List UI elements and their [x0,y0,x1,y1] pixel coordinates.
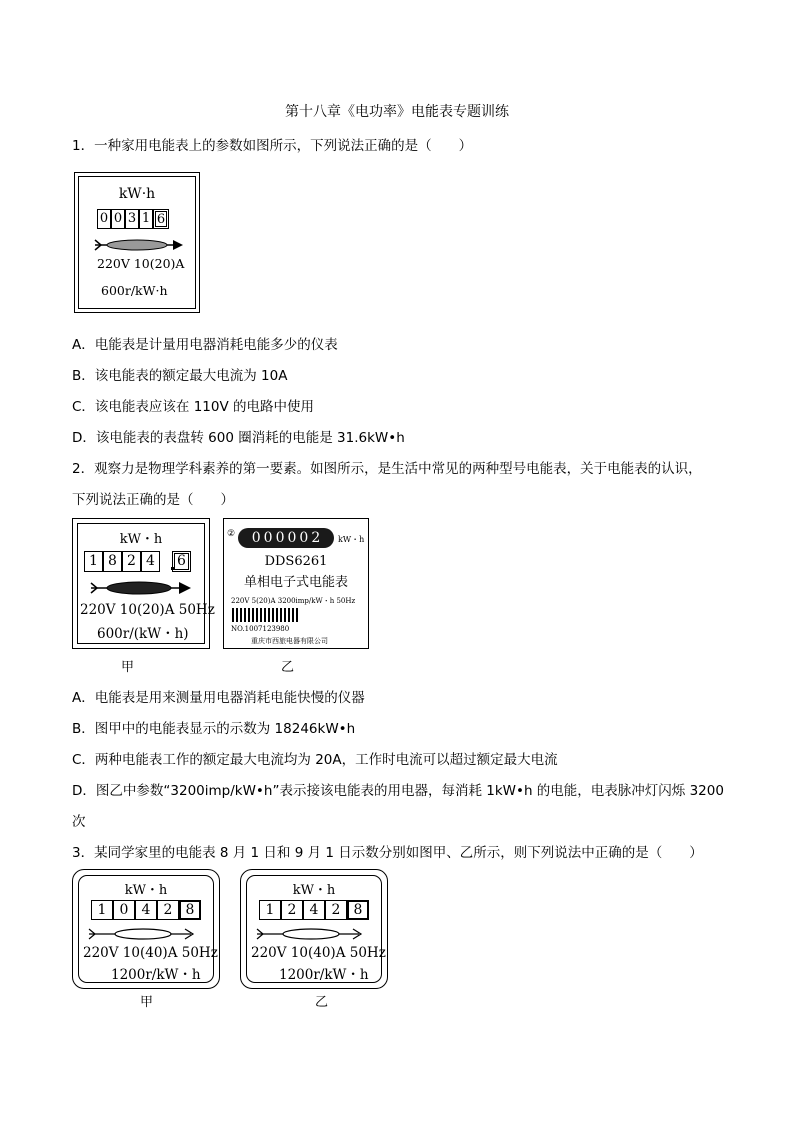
meter-decimal-digit: 6 [153,209,169,229]
q3-jia-digits [91,900,201,920]
q2-jia-disc-icon [89,579,193,597]
meter-digit: 0 [111,209,125,229]
q2-jia-unit: kW・h [119,532,163,547]
q3-jia-rating: 220V 10(40)A 50Hz [83,945,218,961]
q3-yi-unit: kW・h [292,883,336,898]
q2-jia-digits [84,551,191,572]
q2-yi-unit: kW・h [338,535,365,544]
meter-digit: 1 [84,551,103,572]
q3-yi-disc-icon [255,926,365,942]
meter-digit: 2 [122,551,141,572]
q2-meter-yi-figure [223,518,369,649]
meter-digit: 2 [157,900,179,920]
meter-digit: 4 [141,551,160,572]
meter-digit: 2 [311,530,321,546]
q2-yi-counter-display [238,528,334,548]
q2-option-c: C．两种电能表工作的额定最大电流均为 20A，工作时电流可以超过额定最大电流 [72,752,558,768]
q2-option-d-continued: 次 [72,814,86,830]
q2-yi-model: DDS6261 [264,554,328,569]
meter-digit: 8 [103,551,122,572]
q2-yi-caption: 乙 [281,660,295,675]
q3-yi-constant: 1200r/kW・h [279,967,369,983]
question-1-stem: 1．一种家用电能表上的参数如图所示，下列说法正确的是（ ） [72,138,473,154]
q2-option-b: B．图甲中的电能表显示的示数为 18246kW•h [72,721,356,737]
q2-meter-jia-figure [72,518,215,649]
meter-digit: 3 [125,209,139,229]
q3-meter-jia-figure [72,869,220,989]
q2-jia-rating: 220V 10(20)A 50Hz [80,602,215,618]
q2-jia-caption: 甲 [121,660,135,675]
q3-yi-rating: 220V 10(40)A 50Hz [251,945,386,961]
meter-digit: 0 [299,530,309,546]
q1-meter-rating: 220V 10(20)A [97,256,185,271]
q3-yi-digits [259,900,369,920]
q3-jia-unit: kW・h [124,883,168,898]
q2-yi-maker: 重庆市西旅电器有限公司 [251,637,328,645]
meter-digit: 4 [135,900,157,920]
meter-digit: 0 [287,530,297,546]
q1-option-c: C．该电能表应该在 110V 的电路中使用 [72,399,315,415]
q2-yi-serial: NO.1007123980 [231,625,290,633]
meter-digit: 1 [91,900,113,920]
q3-yi-caption: 乙 [315,995,329,1010]
q2-option-d: D．图乙中参数“3200imp/kW•h”表示接该电能表的用电器，每消耗 1kW•h 的电能，电表脉冲灯闪烁 3200 [72,783,724,799]
q2-yi-rating: 220V 5(20)A 3200imp/kW・h 50Hz [231,597,356,605]
meter-digit: 0 [263,530,273,546]
page-title: 第十八章《电功率》电能表专题训练 [285,104,509,120]
meter-digit: 2 [281,900,303,920]
q2-option-a: A．电能表是用来测量用电器消耗电能快慢的仪器 [72,690,365,706]
q2-yi-name: 单相电子式电能表 [243,575,348,590]
q3-jia-constant: 1200r/kW・h [111,967,201,983]
q1-option-d: D．该电能表的表盘转 600 圈消耗的电能是 31.6kW•h [72,430,405,446]
meter-digit: 0 [275,530,285,546]
q3-jia-caption: 甲 [140,995,154,1010]
meter-digit: 1 [139,209,153,229]
meter-digit: 0 [113,900,135,920]
meter-decimal-digit: 6 [172,551,191,572]
q1-meter-unit: kW·h [118,186,156,202]
q2-yi-barcode [232,608,298,622]
meter-digit: 1 [259,900,281,920]
question-3-stem: 3．某同学家里的电能表 8 月 1 日和 9 月 1 日示数分别如图甲、乙所示，则下列说法中正确的是（ ） [72,845,703,861]
q1-meter-constant: 600r/kW·h [101,283,168,298]
meter-digit: 4 [303,900,325,920]
q3-meter-yi-figure [240,869,388,989]
q3-jia-disc-icon [87,926,197,942]
q2-jia-constant: 600r/(kW・h) [97,626,189,642]
meter-digit: 2 [325,900,347,920]
meter-digit: 0 [251,530,261,546]
q1-option-a: A．电能表是计量用电器消耗电能多少的仪表 [72,337,338,353]
q1-meter-digits [97,209,169,229]
decimal-point [171,567,174,570]
meter-decimal-digit: 8 [179,900,201,920]
meter-digit: 0 [97,209,111,229]
meter-decimal-digit: 8 [347,900,369,920]
question-2-stem-line-2: 下列说法正确的是（ ） [72,492,234,508]
q1-meter-figure [74,172,200,313]
q2-yi-prefix: ② [227,529,236,539]
question-2-stem-line-1: 2．观察力是物理学科素养的第一要素。如图所示，是生活中常见的两种型号电能表，关于电能表的认识， [72,461,702,477]
q1-option-b: B．该电能表的额定最大电流为 10A [72,368,288,384]
q1-meter-disc-icon [93,237,185,253]
